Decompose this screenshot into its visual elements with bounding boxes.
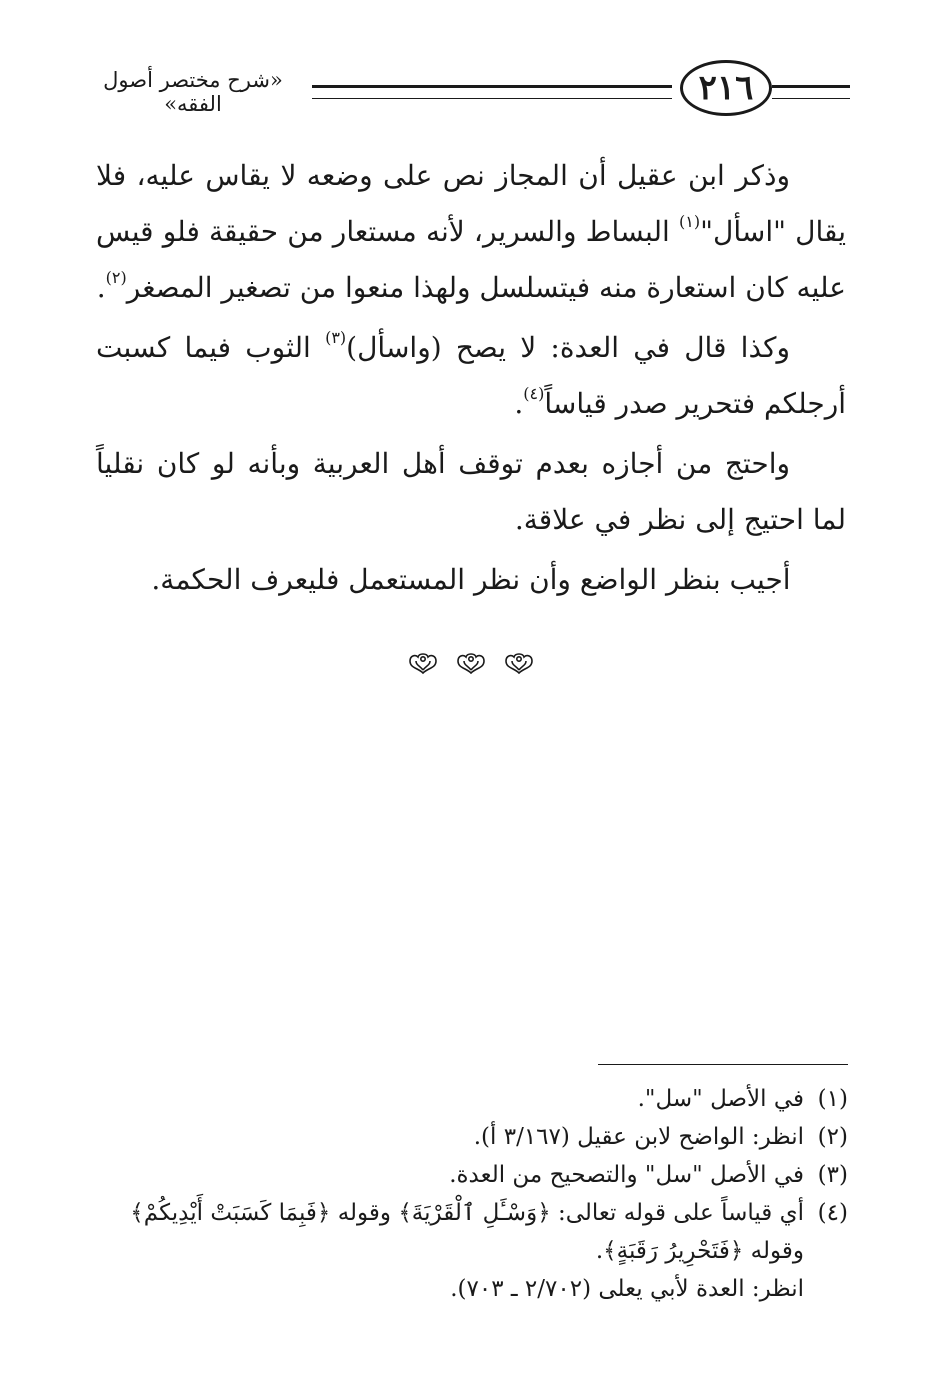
running-title: «شرح مختصر أصول الفقه»	[103, 68, 283, 116]
text-run: .	[514, 387, 524, 420]
page-number: ٢١٦	[680, 60, 772, 116]
footnote-ref-1: (١)	[679, 212, 701, 231]
footnote-text: في الأصل "سل" والتصحيح من العدة.	[449, 1162, 804, 1188]
footnote-text: في الأصل "سل".	[637, 1086, 804, 1112]
footnote-ref-4: (٤)	[523, 384, 545, 403]
text-run: وذكر ابن عقيل أن المجاز نص على وضعه لا يقاس عليه، فلا يقال "اسأل"	[96, 159, 846, 248]
paragraph-3: واحتج من أجازه بعدم توقف أهل العربية وبأنه لو كان نقلياً لما احتيج إلى نظر في علاقة.	[96, 447, 846, 536]
paragraph-4: أجيب بنظر الواضع وأن نظر المستعمل فليعرف الحكمة.	[151, 563, 791, 596]
text-run: .	[96, 271, 106, 304]
floral-ornament-icon	[502, 648, 536, 676]
footnote-1	[96, 1080, 848, 1118]
header-double-rule-right	[772, 85, 850, 99]
text-run: البساط والسرير، لأنه مستعار من حقيقة فلو قيس عليه كان استعارة منه فيتسلسل ولهذا منعوا من تصغير المصغر	[96, 215, 846, 304]
footnote-number: (٤)	[817, 1200, 848, 1226]
footnotes	[96, 1080, 848, 1308]
footnote-number: (١)	[817, 1086, 848, 1112]
footnote-ref-3: (٣)	[325, 328, 347, 347]
footnote-text: انظر: الواضح لابن عقيل (٣/١٦٧ أ).	[473, 1124, 804, 1150]
text-run: الثوب فيما كسبت أرجلكم فتحرير صدر قياساً	[96, 331, 846, 420]
footnote-text: أي قياساً على قوله تعالى: ﴿وَسْـَٔلِ ٱلْقَرْيَةَ﴾ وقوله ﴿فَبِمَا كَسَبَتْ أَيْدِيكُمْ﴾ وقوله ﴿فَتَحْرِيرُ رَقَبَةٍ﴾.	[130, 1200, 804, 1264]
footnote-ref-2: (٢)	[105, 268, 127, 287]
footnote-4	[96, 1194, 848, 1270]
page-header	[82, 56, 850, 128]
footnote-4-continuation: انظر: العدة لأبي يعلى (٢/٧٠٢ ـ ٧٠٣).	[450, 1276, 804, 1302]
header-double-rule	[312, 85, 672, 99]
paragraph-2	[96, 320, 846, 432]
section-end-ornament	[0, 648, 942, 676]
footnote-separator	[598, 1064, 848, 1065]
paragraph-1	[96, 148, 846, 316]
floral-ornament-icon	[454, 648, 488, 676]
footnote-number: (٣)	[817, 1162, 848, 1188]
footnote-3	[96, 1156, 848, 1194]
floral-ornament-icon	[406, 648, 440, 676]
text-run: وكذا قال في العدة: لا يصح (واسأل)	[346, 331, 791, 364]
footnote-number: (٢)	[817, 1124, 848, 1150]
main-text	[96, 148, 846, 612]
footnote-2	[96, 1118, 848, 1156]
